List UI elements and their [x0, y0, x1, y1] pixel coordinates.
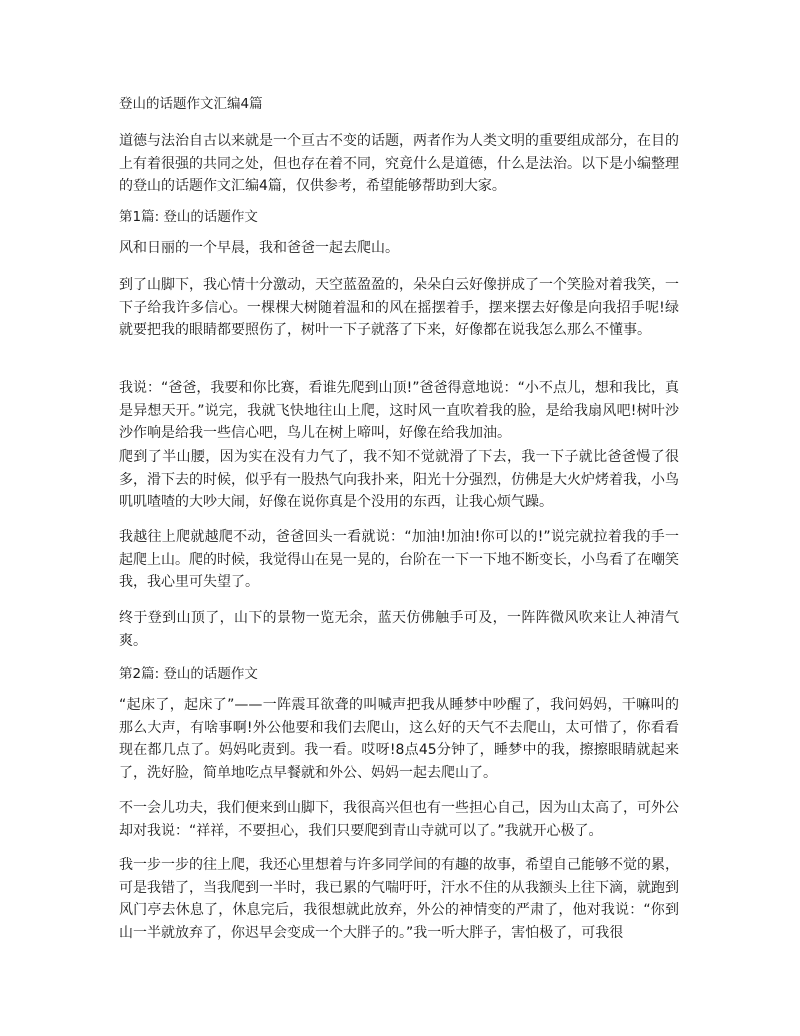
section-2-paragraph-3: 我一步一步的往上爬，我还心里想着与许多同学间的有趣的故事，希望自己能够不觉的累，可是我错了，当我爬到一半时，我已累的气喘吁吁，汗水不住的从我额头上往下滴，就跑到风门亭去休息了，休息完后，我很想就此放弃，外公的神情变的严肃了，他对我说：“你到山一半就放弃了，你迟早会变成一个大胖子的。”我一听大胖子，害怕极了，可我很	[119, 857, 679, 941]
section-2-paragraph-1: “起床了，起床了”——一阵震耳欲聋的叫喊声把我从睡梦中吵醒了，我问妈妈，干嘛叫的那么大声，有啥事啊!外公他要和我们去爬山，这么好的天气不去爬山，太可惜了，你看看现在都几点了。妈妈叱责到。我一看。哎呀!8点45分钟了，睡梦中的我，擦擦眼睛就起来了，洗好脸，简单地吃点早餐就和外公、妈妈一起去爬山了。	[119, 697, 679, 781]
section-1-paragraph-4: 爬到了半山腰，因为实在没有力气了，我不知不觉就滑了下去，我一下子就比爸爸慢了很多，滑下去的时候，似乎有一股热气向我扑来，阳光十分强烈，仿佛是大火炉烤着我，小鸟叽叽喳喳的大吵大闹，好像在说你真是个没用的东西，让我心烦气躁。	[119, 449, 679, 510]
intro-paragraph: 道德与法治自古以来就是一个亘古不变的话题，两者作为人类文明的重要组成部分，在目的上有着很强的共同之处，但也存在着不同，究竟什么是道德，什么是法治。以下是小编整理的登山的话题作文汇编4篇，仅供参考，希望能够帮助到大家。	[119, 133, 679, 194]
section-1-paragraph-5: 我越往上爬就越爬不动，爸爸回头一看就说：“加油!加油!你可以的!”说完就拉着我的手一起爬上山。爬的时候，我觉得山在晃一晃的，台阶在一下一下地不断变长，小鸟看了在嘲笑我，我心里可失望了。	[119, 529, 679, 590]
document-title: 登山的话题作文汇编4篇	[119, 96, 263, 112]
section-2-paragraph-2: 不一会儿功夫，我们便来到山脚下，我很高兴但也有一些担心自己，因为山太高了，可外公却对我说：“祥祥，不要担心，我们只要爬到青山寺就可以了。”我就开心极了。	[119, 800, 679, 839]
section-1-paragraph-1: 风和日丽的一个早晨，我和爸爸一起去爬山。	[119, 240, 399, 256]
section-1-paragraph-6: 终于登到山顶了，山下的景物一览无余，蓝天仿佛触手可及，一阵阵微风吹来让人神清气爽。	[119, 610, 679, 649]
section-1-paragraph-2: 到了山脚下，我心情十分激动，天空蓝盈盈的，朵朵白云好像拼成了一个笑脸对着我笑，一下子给我许多信心。一棵棵大树随着温和的风在摇摆着手，摆来摆去好像是向我招手呢!绿就要把我的眼睛都要照伤了，树叶一下子就落了下来，好像都在说我怎么那么不懂事。	[119, 277, 679, 338]
section-1-paragraph-3: 我说：“爸爸，我要和你比赛，看谁先爬到山顶!”爸爸得意地说：“小不点儿，想和我比，真是异想天开。”说完，我就飞快地往山上爬，这时风一直吹着我的脸，是给我扇风吧!树叶沙沙作响是给我一些信心吧，鸟儿在树上啼叫，好像在给我加油。	[119, 380, 679, 441]
section-2-heading: 第2篇: 登山的话题作文	[119, 666, 258, 682]
section-1-heading: 第1篇: 登山的话题作文	[119, 209, 258, 225]
